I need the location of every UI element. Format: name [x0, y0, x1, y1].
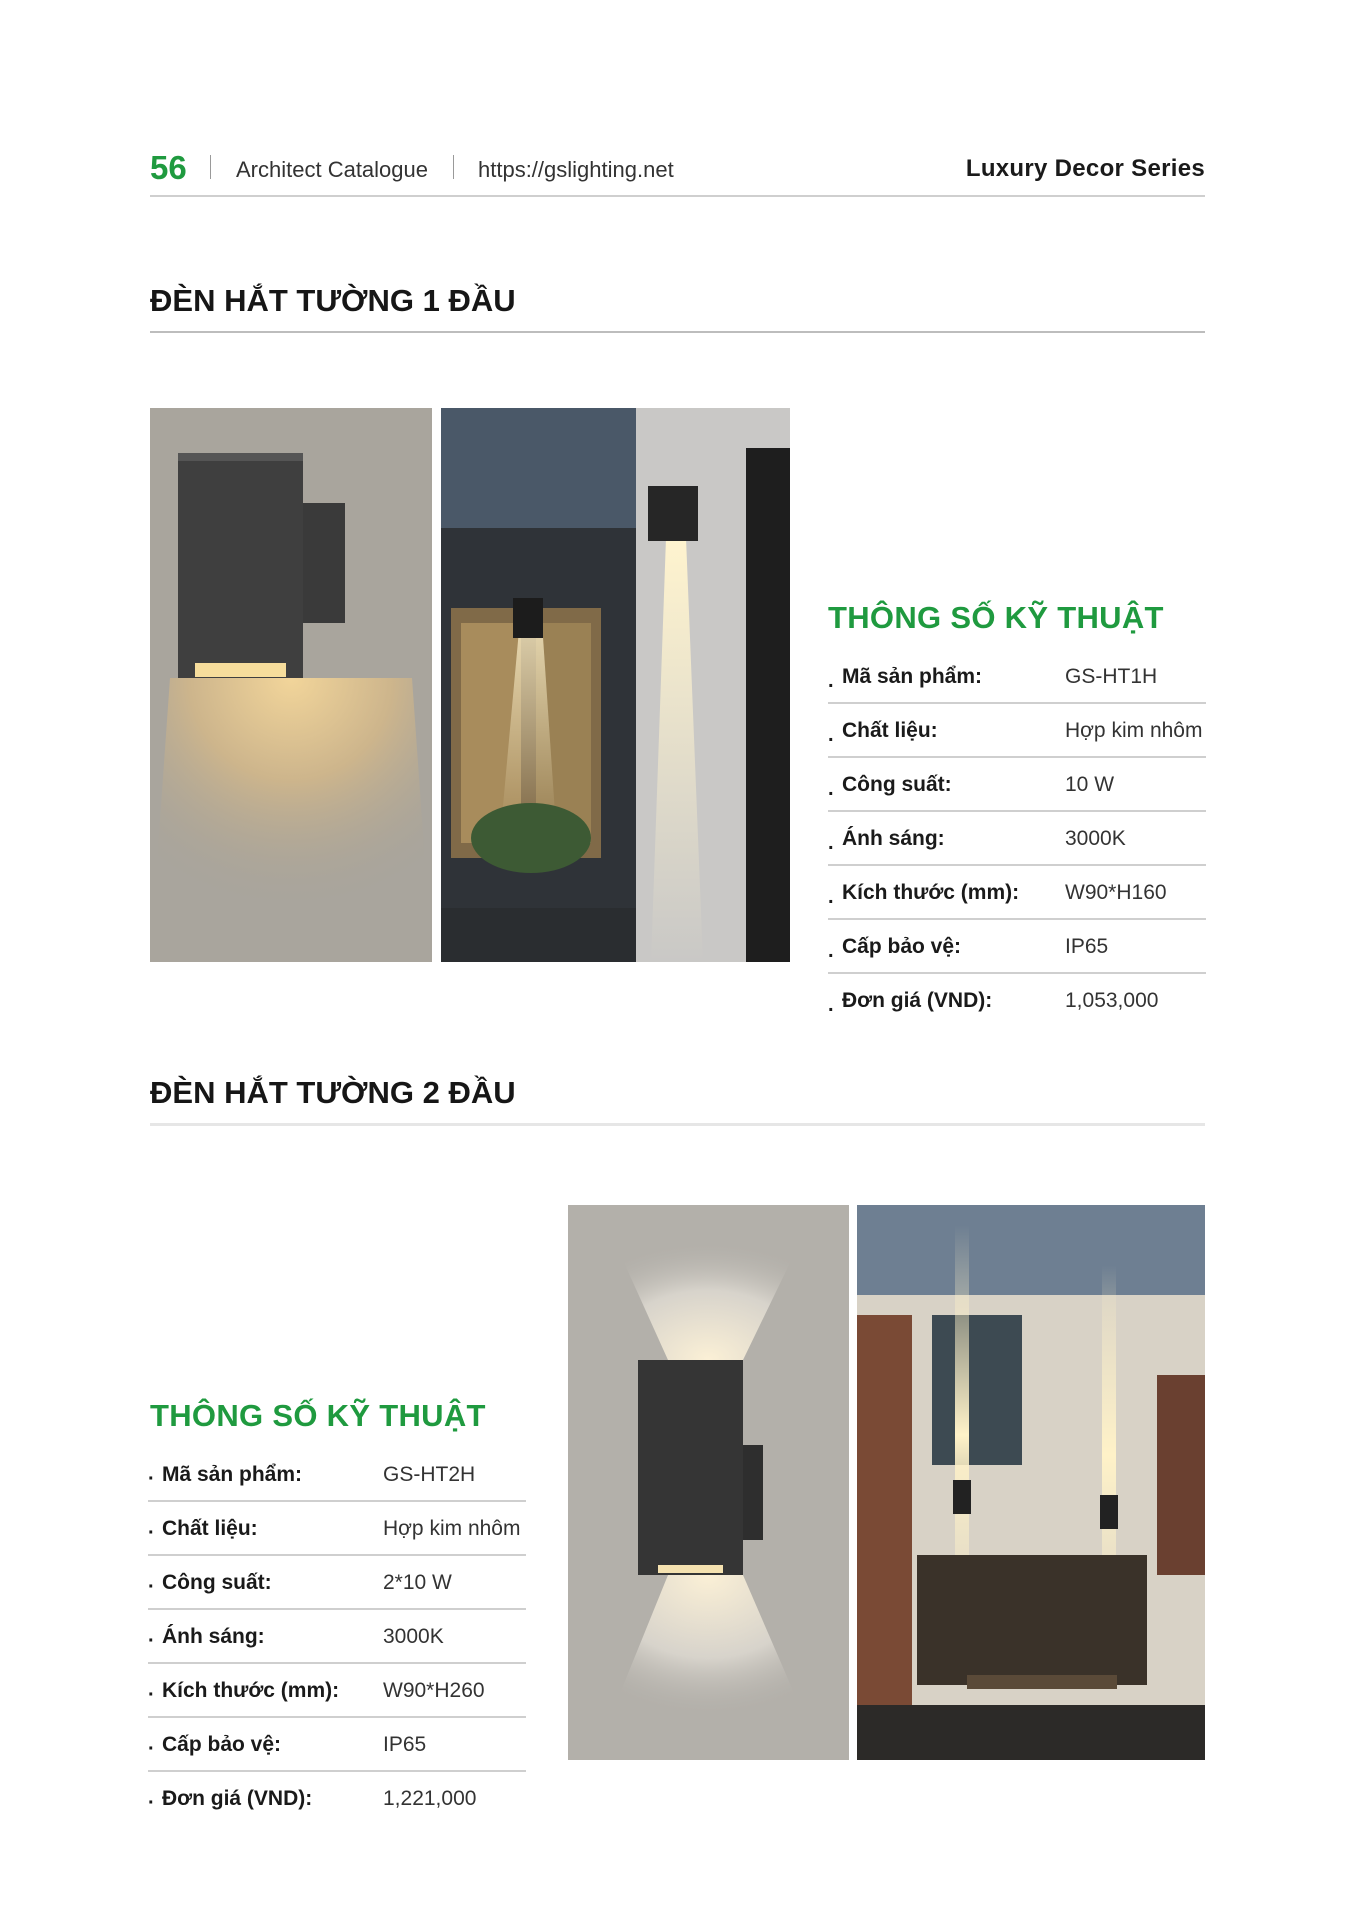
spec-block-product-2 — [148, 1398, 526, 1824]
spec-row-size: · Kích thước (mm): W90*H260 — [148, 1664, 526, 1718]
spec-row-light: . Ánh sáng: 3000K — [828, 812, 1206, 866]
spec-row-price: . Đơn giá (VND): 1,053,000 — [828, 989, 1159, 1016]
spec-row-light: · Ánh sáng: 3000K — [148, 1610, 526, 1664]
website-link[interactable]: https://gslighting.net — [478, 157, 674, 182]
product-photo-double-installed — [857, 1205, 1205, 1760]
spec-row-material: . Chất liệu: Hợp kim nhôm — [828, 704, 1206, 758]
spec-row-size: . Kích thước (mm): W90*H160 — [828, 866, 1206, 920]
header-divider — [453, 155, 454, 179]
page-number: 56 — [150, 149, 187, 186]
series-name: Luxury Decor Series — [965, 155, 1205, 182]
product-photo-single-installed — [441, 408, 790, 962]
product-photo-single-closeup — [150, 408, 432, 962]
spec-title: THÔNG SỐ KỸ THUẬT — [150, 1398, 486, 1433]
spec-block-product-1 — [828, 600, 1206, 1026]
section-title-product-1: ĐÈN HẮT TƯỜNG 1 ĐẦU — [150, 283, 1205, 333]
spec-row-power: · Công suất: 2*10 W — [148, 1556, 526, 1610]
section-title-product-2: ĐÈN HẮT TƯỜNG 2 ĐẦU — [150, 1075, 1205, 1126]
spec-row-code: . Mã sản phẩm: GS-HT1H — [828, 650, 1206, 704]
spec-row-price: · Đơn giá (VND): 1,221,000 — [148, 1787, 477, 1814]
catalogue-name: Architect Catalogue — [236, 157, 428, 182]
spec-row-ip: · Cấp bảo vệ: IP65 — [148, 1718, 526, 1772]
page-header — [150, 145, 1205, 197]
spec-list — [148, 1448, 526, 1824]
spec-title: THÔNG SỐ KỸ THUẬT — [828, 600, 1164, 635]
spec-list — [828, 650, 1206, 1026]
spec-row-ip: . Cấp bảo vệ: IP65 — [828, 920, 1206, 974]
header-divider — [210, 155, 211, 179]
spec-row-code: · Mã sản phẩm: GS-HT2H — [148, 1448, 526, 1502]
spec-row-material: · Chất liệu: Hợp kim nhôm — [148, 1502, 526, 1556]
spec-row-power: . Công suất: 10 W — [828, 758, 1206, 812]
product-photo-double-closeup — [568, 1205, 849, 1760]
